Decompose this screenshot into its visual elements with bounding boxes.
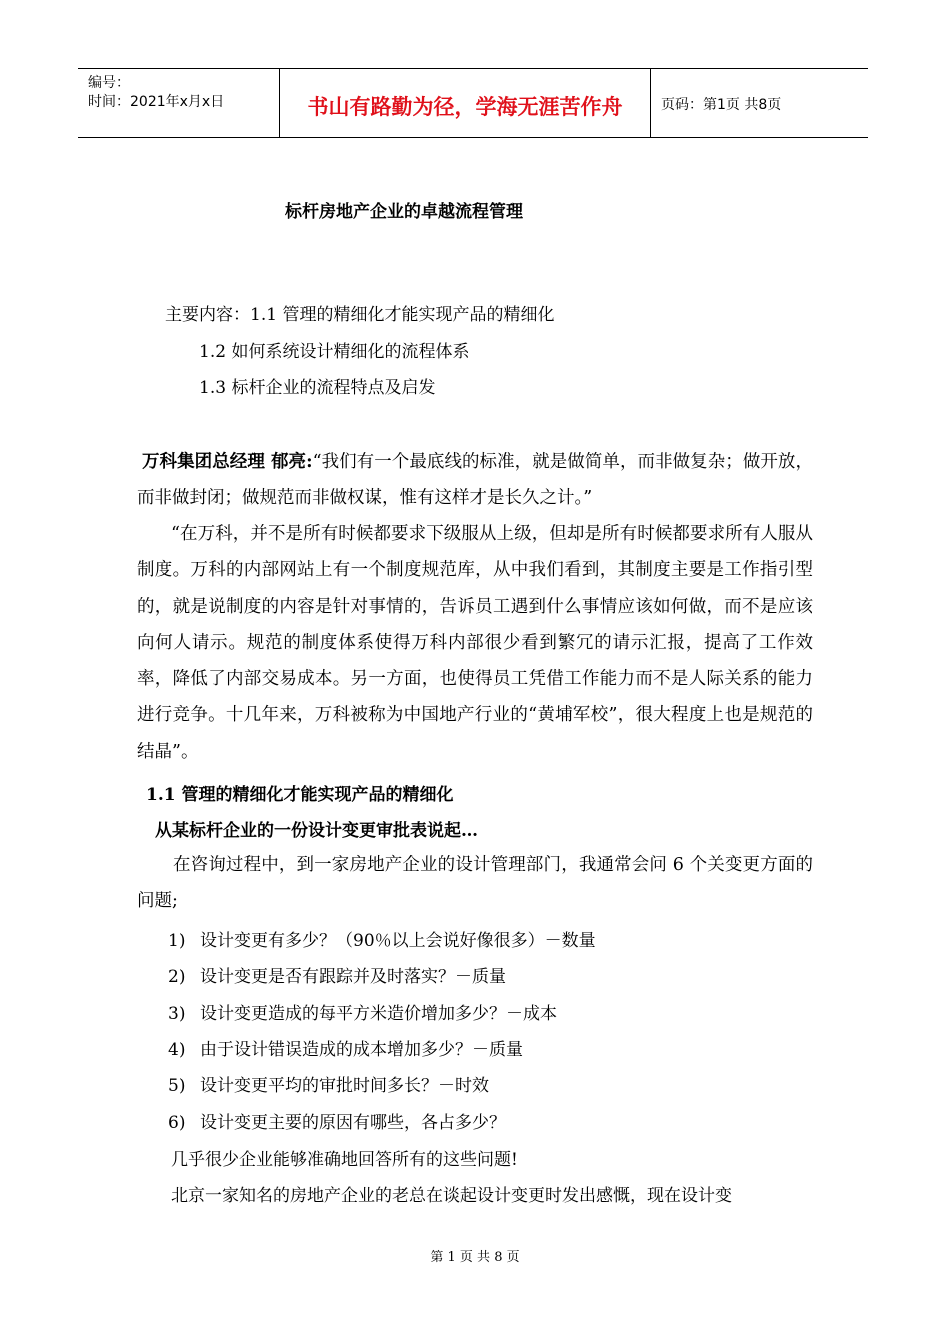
question-text: 设计变更主要的原因有哪些，各占多少？ [200, 1113, 506, 1133]
quote-paragraph [137, 444, 813, 517]
contents-item-2: 1.2 如何系统设计精细化的流程体系 [199, 342, 470, 362]
question-number: 3) [168, 1004, 186, 1024]
intro-paragraph: 在咨询过程中，到一家房地产企业的设计管理部门，我通常会问 6 个关变更方面的问题; [137, 855, 813, 912]
motto: 书山有路勤为径，学海无涯苦作舟 [307, 94, 623, 119]
number-label: 编号： [88, 75, 130, 91]
question-item [168, 929, 596, 953]
question-item [168, 1002, 557, 1026]
contents-item-1: 主要内容：1.1 管理的精细化才能实现产品的精细化 [165, 305, 555, 325]
quote-speaker: 万科集团总经理 郁亮: [142, 452, 313, 472]
question-text: 由于设计错误造成的成本增加多少？－质量 [200, 1040, 523, 1060]
question-text: 设计变更是否有跟踪并及时落实？－质量 [200, 967, 506, 987]
last-line-text: 北京一家知名的房地产企业的老总在谈起设计变更时发出感慨，现在设计变 [171, 1186, 732, 1206]
question-number: 5) [168, 1076, 186, 1096]
sub-heading: 从某标杆企业的一份设计变更审批表说起… [155, 821, 478, 841]
document-title: 标杆房地产企业的卓越流程管理 [285, 202, 523, 222]
question-text: 设计变更平均的审批时间多长？－时效 [200, 1076, 489, 1096]
page-info: 页码：第1页 共8页 [661, 97, 782, 113]
question-number: 2) [168, 967, 186, 987]
question-item [168, 1038, 523, 1062]
contents-item-3: 1.3 标杆企业的流程特点及启发 [199, 378, 436, 398]
header-motto-cell [280, 69, 651, 137]
question-number: 6) [168, 1113, 186, 1133]
question-number: 4) [168, 1040, 186, 1060]
question-item [168, 1111, 506, 1135]
time-label: 时间：2021年x月x日 [88, 94, 225, 110]
header-info-cell [78, 69, 280, 137]
question-number: 1) [168, 931, 186, 951]
header-page-cell [651, 69, 868, 137]
page-footer: 第 1 页 共 8 页 [430, 1250, 520, 1265]
body-paragraph: “在万科，并不是所有时候都要求下级服从上级，但却是所有时候都要求所有人服从制度。万科的内部网站上有一个制度规范库，从中我们看到，其制度主要是工作指引型的，就是说制度的内容是针对事情的，告诉员工遇到什么事情应该如何做，而不是应该向何人请示。规范的制度体系使得万科内部很少看到繁冗的请示汇报，提高了工作效率，降低了内部交易成本。另一方面，也使得员工凭借工作能力而不是人际关系的能力进行竞争。十几年来，万科被称为中国地产行业的“黄埔军校”，很大程度上也是规范的结晶”。 [137, 524, 813, 762]
question-item [168, 965, 506, 989]
question-item [168, 1074, 489, 1098]
quote-text: “我们有一个最底线的标准，就是做简单，而非做复杂；做开放，而非做封闭；做规范而非做权谋，惟有这样才是长久之计。” [137, 452, 813, 509]
conclusion-text: 几乎很少企业能够准确地回答所有的这些问题! [171, 1150, 518, 1170]
question-text: 设计变更造成的每平方米造价增加多少？－成本 [200, 1004, 557, 1024]
section-heading: 1.1 管理的精细化才能实现产品的精细化 [146, 785, 454, 805]
question-text: 设计变更有多少？（90％以上会说好像很多）－数量 [200, 931, 596, 951]
header-table [78, 68, 868, 138]
